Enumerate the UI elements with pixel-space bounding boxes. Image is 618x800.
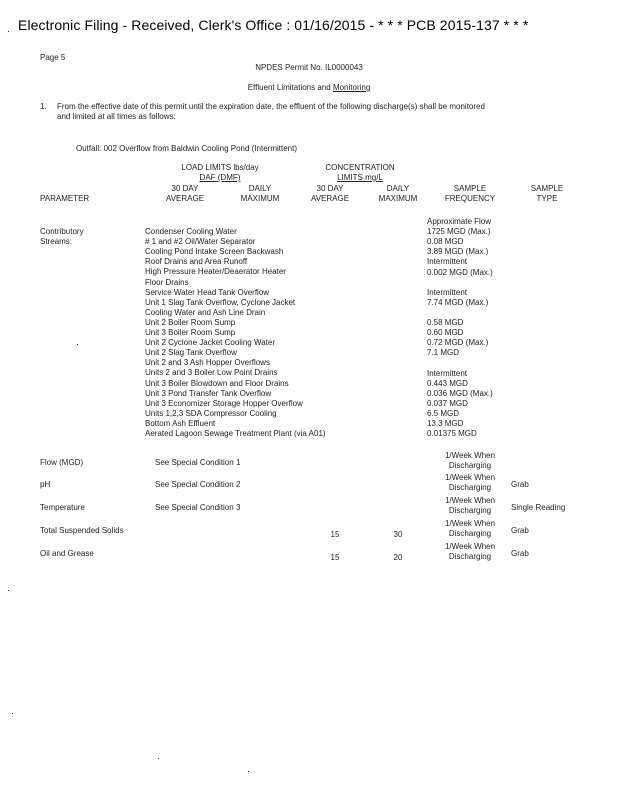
special-condition-ref: See Special Condition 2 [155,480,241,489]
sample-type-header-1: SAMPLE [530,184,564,193]
conc-avg30-header-1: 30 DAY [316,184,344,193]
stream-item: Unit 3 Economizer Storage Hopper Overflow [145,398,303,408]
outfall-description: Outfall: 002 Overflow from Baldwin Cooling Pond (Intermittent) [76,144,297,153]
stream-item: Roof Drains and Area Runoff [145,257,248,267]
load-daily-header-2: MAXIMUM [240,194,280,203]
concentration-subheader: LIMITS mg/L [337,173,383,182]
paragraph-line-1: From the effective date of this permit until the expiration date, the effluent of the following discharge(s) shall be monitored [57,102,485,111]
paragraph-number: 1. [40,102,47,111]
flow-value: Intermittent [427,287,468,297]
sample-frequency-header-2: FREQUENCY [444,194,496,203]
scan-speck [158,758,159,759]
stream-item: Unit 3 Pond Transfer Tank Overflow [145,388,272,398]
flow-value: 0.58 MGD [427,318,464,327]
stream-item: Unit 2 Boiler Room Sump [145,317,236,327]
flow-value: 0.01375 MGD [427,429,477,439]
stream-item: Units 2 and 3 Boiler Low Point Drains [145,368,278,378]
sample-frequency-header-1: SAMPLE [453,184,487,193]
flow-value: 0.036 MGD (Max.) [427,388,493,398]
sample-type: Grab [511,526,529,535]
sample-frequency-line-1: 1/Week When [444,519,496,528]
conc-avg30-value: 15 [330,530,340,539]
flow-value: 7.74 MGD (Max.) [427,297,489,307]
sample-frequency-line-2: Discharging [448,483,492,492]
stream-item: Unit 3 Boiler Room Sump [145,328,236,337]
sample-frequency-line-1: 1/Week When [444,451,496,460]
filing-banner: Electronic Filing - Received, Clerk's Office : 01/16/2015 - * * * PCB 2015-137 * * * [18,17,529,33]
parameter-name: Flow (MGD) [40,458,84,467]
special-condition-ref: See Special Condition 1 [155,458,241,467]
scan-speck [12,713,13,714]
load-daily-header-1: DAILY [248,184,272,193]
stream-item: Unit 1 Slag Tank Overflow, Cyclone Jacket [145,297,296,307]
flow-value: 0.72 MGD (Max.) [427,338,489,348]
conc-daily-value: 30 [393,530,403,539]
sample-type: Grab [511,480,529,489]
permit-number: NPDES Permit No. IL0000043 [255,63,363,72]
conc-daily-value: 20 [393,553,403,562]
sample-frequency-line-2: Discharging [448,552,492,561]
contributory-label: Contributory [40,227,84,236]
section-title [0,83,618,92]
sample-frequency-line-2: Discharging [448,461,492,470]
sample-type: Grab [511,549,529,558]
scan-speck [8,590,9,591]
flow-value: 1725 MGD (Max.) [427,227,491,237]
flow-value: 6.5 MGD [427,408,460,418]
load-avg30-header-2: AVERAGE [165,194,205,203]
flow-value: Intermittent [427,368,468,378]
load-limits-header: LOAD LIMITS lbs/day [181,163,259,172]
stream-item: Service Water Head Tank Overflow [145,287,270,297]
parameter-name: Temperature [40,503,85,512]
approximate-flow-header: Approximate Flow [427,217,492,226]
section-title-part-a: Effluent Limitations and [247,83,333,92]
flow-value: 3.89 MGD (Max.) [427,247,489,257]
stream-item: Condenser Cooling Water [145,227,237,236]
parameter-name: Oil and Grease [40,549,94,558]
scan-speck [77,344,78,345]
flow-value: 0.443 MGD [427,378,468,388]
stream-item: Unit 2 Cyclone Jacket Cooling Water [145,338,275,348]
stream-item: Unit 2 Slag Tank Overflow [145,348,237,358]
stream-item: Cooling Water and Ash Line Drain [145,307,266,317]
stream-item: Units 1,2,3 SDA Compressor Cooling [145,408,277,418]
scan-speck [248,771,249,772]
flow-value: 7.1 MGD [427,348,460,358]
conc-daily-header-2: MAXIMUM [378,194,418,203]
stream-item: Floor Drains [145,277,189,287]
sample-type: Single Reading [511,503,566,512]
stream-item: Aerated Lagoon Sewage Treatment Plant (via A01) [145,429,326,438]
stream-item: High Pressure Heater/Deaerator Heater [145,267,286,277]
sample-frequency-line-2: Discharging [448,506,492,515]
conc-avg30-header-2: AVERAGE [310,194,350,203]
parameter-name: Total Suspended Solids [40,526,124,535]
scan-speck [8,31,9,32]
stream-item: Bottom Ash Effluent [145,418,216,428]
section-title-part-b: Monitoring [332,83,371,92]
parameter-name: pH [40,480,51,489]
flow-value: 0.037 MGD [427,398,468,408]
stream-item: Cooling Pond Intake Screen Backwash [145,247,284,257]
flow-value: 13.3 MGD [427,419,464,428]
streams-label: Streams: [40,237,73,246]
conc-daily-header-1: DAILY [386,184,410,193]
sample-frequency-line-2: Discharging [448,529,492,538]
flow-value: 0.08 MGD [427,237,464,247]
flow-value: 0.002 MGD (Max.) [427,267,493,277]
stream-item: # 1 and #2 Oil/Water Separator [145,237,256,247]
sample-type-header-2: TYPE [536,194,558,203]
page-number: Page 5 [40,53,66,62]
conc-avg30-value: 15 [330,553,340,562]
flow-value: 0.60 MGD [427,328,464,338]
parameter-header: PARAMETER [40,194,90,203]
special-condition-ref: See Special Condition 3 [155,503,241,512]
paragraph-line-2: and limited at all times as follows: [57,112,176,121]
stream-item: Unit 3 Boiler Blowdown and Floor Drains [145,378,289,388]
load-avg30-header-1: 30 DAY [171,184,199,193]
flow-value: Intermittent [427,257,468,267]
stream-item: Unit 2 and 3 Ash Hopper Overflows [145,358,270,368]
sample-frequency-line-1: 1/Week When [444,473,496,482]
load-limits-subheader: DAF (DMF) [199,173,241,182]
concentration-header: CONCENTRATION [325,163,395,172]
sample-frequency-line-1: 1/Week When [444,496,496,505]
sample-frequency-line-1: 1/Week When [444,542,496,551]
